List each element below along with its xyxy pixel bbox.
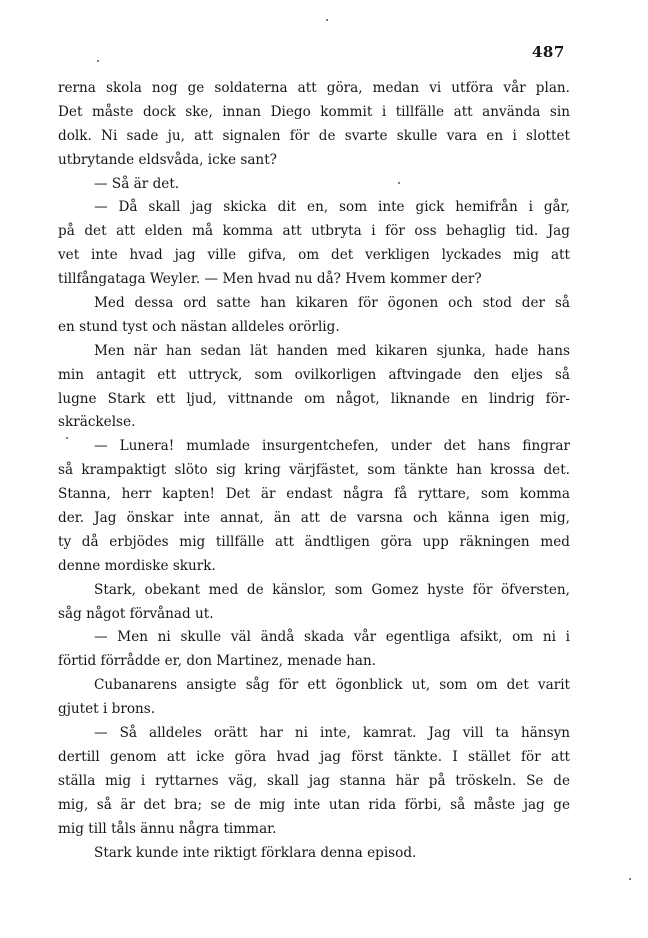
text-line: gjutet i brons. (58, 701, 156, 718)
text-line: ställa mig i ryttarnes väg, skall jag stanna här på tröskeln. Se de (58, 772, 570, 789)
text-line: min antagit ett uttryck, som ovilkorligen aftvingade den eljes så (58, 366, 570, 383)
text-line: på det att elden må komma att utbryta i för oss behaglig tid. Jag (58, 223, 570, 240)
text-line: Cubanarens ansigte såg för ett ögonblick ut, som om det varit (94, 677, 570, 694)
text-line: skräckelse. (58, 414, 136, 431)
text-line: en stund tyst och nästan alldeles orörlig. (58, 318, 340, 335)
text-line: denne mordiske skurk. (58, 557, 216, 574)
text-line: rerna skola nog ge soldaterna att göra, medan vi utföra vår plan. (58, 80, 570, 96)
text-line: mig, så är det bra; se de mig inte utan rida förbi, så måste jag ge (58, 796, 570, 813)
scan-speck (398, 182, 400, 184)
text-line: der. Jag önskar inte annat, än att de varsna och känna igen mig, (58, 510, 570, 527)
page-number: 487 (532, 43, 565, 61)
scan-speck (66, 437, 68, 439)
text-line: — Då skall jag skicka dit en, som inte gick hemifrån i går, (94, 199, 570, 216)
text-line: förtid förrådde er, don Martinez, menade han. (58, 653, 377, 670)
text-line: såg något förvånad ut. (58, 605, 214, 622)
scan-speck (629, 878, 631, 880)
text-line: — Så är det. (94, 175, 180, 192)
text-line: Med dessa ord satte han kikaren för ögonen och stod der så (94, 295, 570, 312)
scan-speck (326, 19, 328, 21)
text-line: Stark kunde inte riktigt förklara denna episod. (94, 844, 417, 861)
text-line: dertill genom att icke göra hvad jag först tänkte. I stället för att (58, 748, 570, 765)
text-line: så krampaktigt slöto sig kring värjfästet, som tänkte han krossa det. (58, 462, 570, 479)
text-line: — Men ni skulle väl ändå skada vår egentliga afsikt, om ni i (94, 629, 570, 646)
body-text (58, 77, 570, 865)
text-line: lugne Stark ett ljud, vittnande om något, liknande en lindrig för- (58, 390, 570, 407)
text-line: utbrytande eldsvåda, icke sant? (58, 151, 277, 168)
text-line: ty då erbjödes mig tillfälle att ändtligen göra upp räkningen med (58, 533, 570, 550)
text-line: — Så alldeles orätt har ni inte, kamrat. Jag vill ta hänsyn (94, 725, 570, 742)
text-line: tillfångataga Weyler. — Men hvad nu då? Hvem kommer der? (58, 271, 482, 288)
scan-speck (97, 60, 99, 62)
text-line: Det måste dock ske, innan Diego kommit i tillfälle att använda sin (58, 103, 570, 120)
text-line: Men när han sedan lät handen med kikaren sjunka, hade hans (94, 342, 570, 359)
text-line: dolk. Ni sade ju, att signalen för de svarte skulle vara en i slottet (58, 127, 570, 144)
text-line: — Lunera! mumlade insurgentchefen, under det hans fingrar (94, 438, 570, 455)
text-line: Stark, obekant med de känslor, som Gomez hyste för öfversten, (94, 581, 570, 598)
text-line: mig till tåls ännu några timmar. (58, 820, 277, 837)
text-line: vet inte hvad jag ville gifva, om det verkligen lyckades mig att (58, 247, 570, 264)
text-line: Stanna, herr kapten! Det är endast några få ryttare, som komma (58, 486, 570, 503)
